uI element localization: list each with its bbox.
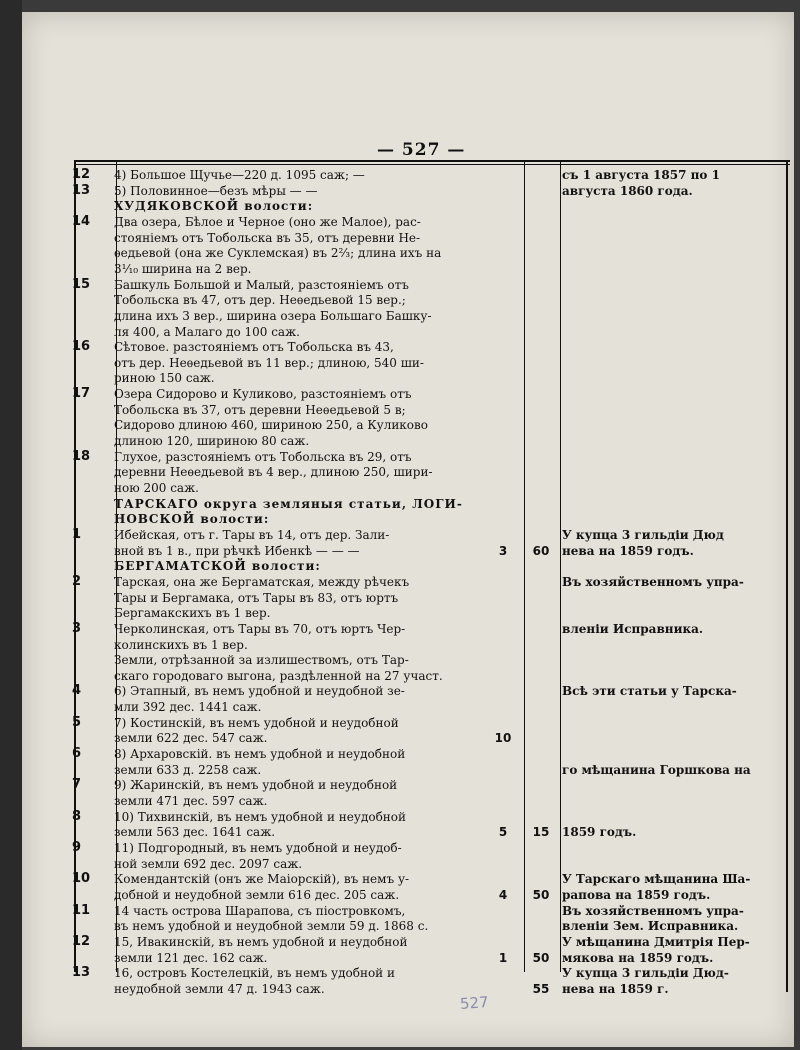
table-row [22,699,794,715]
table-row [22,637,794,653]
lease-note: Въ хозяйственномъ упра- [562,903,744,918]
table-row [22,934,794,950]
section-heading: ХУДЯКОВСКОЙ волости: [114,199,314,214]
lease-note: рапова на 1859 годъ. [562,887,711,902]
table-row [22,261,794,277]
entry-text: 14 часть острова Шарапова, съ піостровкомъ, [114,903,406,918]
table-row [22,887,794,903]
lease-note: У купца 3 гильдіи Дюд- [562,966,729,981]
entry-text: длиною 120, шириною 80 саж. [114,434,310,449]
lease-note: нева на 1859 годъ. [562,543,694,558]
section-heading: ТАРСКАГО округа земляныя статьи, ЛОГИ- [114,496,463,511]
section-heading: НОВСКОЙ волости: [114,512,270,527]
table-row [22,746,794,762]
area-value: 5 [498,825,508,840]
entry-text: Ибейская, отъ г. Тары въ 14, отъ дер. Зали- [114,527,390,542]
table-row [22,324,794,340]
table-row [22,824,794,840]
entry-text: Глухое, разстояніемъ отъ Тобольска въ 29, отъ [114,449,412,464]
entry-text: неудобной земли 47 д. 1943 саж. [114,981,325,996]
table-row [22,950,794,966]
document-page [22,12,794,1047]
entry-text: земли 563 дес. 1641 саж. [114,825,276,840]
table-row [22,511,794,527]
lease-note: Всѣ эти статьи у Тарска- [562,684,737,699]
table-row [22,574,794,590]
entry-text: Бергамакскихъ въ 1 вер. [114,606,271,621]
table-row [22,918,794,934]
secondary-value: 60 [532,543,550,558]
entry-text: 11) Подгородный, въ немъ удобной и неудоб- [114,840,402,855]
lease-note: 1859 годъ. [562,825,637,840]
entry-text: 10) Тихвинскій, въ немъ удобной и неудобной [114,809,407,824]
table-row [22,621,794,637]
row-number: 5 [72,714,82,730]
entry-text: Башкуль Большой и Малый, разстояніемъ отъ [114,277,409,292]
entry-text: длина ихъ 3 вер., ширина озера Большаго Башку- [114,308,432,323]
table-row [22,683,794,699]
table-row [22,370,794,386]
entry-text: Озера Сидорово и Куликово, разстояніемъ отъ [114,387,412,402]
row-number: 2 [72,573,82,589]
entry-text: скаго городоваго выгона, раздѣленной на 27 участ. [114,668,443,683]
table-row [22,762,794,778]
table-row [22,433,794,449]
entry-text: Земли, отрѣзанной за излишествомъ, отъ Тар- [114,653,409,668]
table-row [22,590,794,606]
entry-text: ля 400, а Малаго до 100 саж. [114,324,300,339]
lease-note: августа 1860 года. [562,183,693,198]
left-page-edge [0,0,22,1050]
row-number: 12 [72,167,91,182]
row-number: 10 [72,871,91,887]
row-number: 13 [72,965,91,981]
row-number: 12 [72,933,91,949]
entry-text: отъ дер. Неѳедьевой въ 11 вер.; длиною, 540 ши- [114,355,424,370]
table-row [22,903,794,919]
entry-text: Черколинская, отъ Тары въ 70, отъ юртъ Чер- [114,621,406,636]
table-row [22,214,794,230]
table-row [22,871,794,887]
entry-text: ною 200 саж. [114,481,199,495]
entry-text: Тобольска въ 47, отъ дер. Неѳедьевой 15 вер.; [114,293,406,308]
lease-note: вленіи Зем. Исправника. [562,919,739,934]
row-number: 15 [72,276,91,292]
table-row [22,793,794,809]
table-row [22,840,794,856]
table-row [22,981,794,997]
entry-text: стояніемъ отъ Тобольска въ 35, отъ деревни Не- [114,230,421,245]
secondary-value: 15 [532,825,550,840]
table-row [22,965,794,981]
row-number: 14 [72,213,91,229]
table-row [22,464,794,480]
table-row [22,777,794,793]
entry-text: въ немъ удобной и неудобной земли 59 д. 1868 с. [114,919,429,934]
page-number: — 527 — [377,140,466,160]
table-row [22,856,794,872]
row-number: 9 [72,839,82,855]
entry-text: земли 471 дес. 597 саж. [114,794,268,808]
entry-text: Тары и Бергамака, отъ Тары въ 83, отъ юртъ [114,590,399,605]
table-row [22,543,794,559]
table-row [22,230,794,246]
table-row [22,480,794,496]
table-row [22,198,794,214]
table-row [22,245,794,261]
row-number: 4 [72,683,82,699]
lease-note: У мѣщанина Дмитрія Пер- [562,934,750,949]
area-value: 3 [498,543,508,558]
area-value: 4 [498,887,508,902]
entry-text: 7) Костинскій, въ немъ удобной и неудобной [114,715,399,730]
lease-note: нева на 1859 г. [562,981,669,996]
table-row [22,308,794,324]
entry-text: Сѣтовое. разстояніемъ отъ Тобольска въ 43, [114,340,394,355]
header-rule-thin [74,164,790,165]
entry-text: Тарская, она же Бергаматская, между рѣчекъ [114,574,410,589]
table-row [22,339,794,355]
entry-text: земли 622 дес. 547 саж. [114,731,268,746]
entry-text: 9) Жаринскій, въ немъ удобной и неудобной [114,778,398,793]
row-number: 3 [72,620,82,636]
lease-note: вленіи Исправника. [562,621,704,636]
entry-text: 15, Ивакинскій, въ немъ удобной и неудобной [114,934,408,949]
secondary-value: 50 [532,887,550,902]
table-row [22,715,794,731]
table-row [22,292,794,308]
table-row [22,183,794,199]
table-row [22,809,794,825]
lease-note: мякова на 1859 годъ. [562,950,714,965]
row-number: 16 [72,339,91,355]
entry-text: 5) Половинное—безъ мѣры — — [114,183,318,198]
table-row [22,652,794,668]
entry-text: вной въ 1 в., при рѣчкѣ Ибенкѣ — — — [114,543,360,558]
table-row [22,355,794,371]
table-row [22,449,794,465]
lease-note: го мѣщанина Горшкова на [562,762,751,777]
secondary-value: 55 [532,981,550,996]
entry-text: 6) Этапный, въ немъ удобной и неудобной зе- [114,684,405,699]
lease-note: Въ хозяйственномъ упра- [562,574,744,589]
row-number: 7 [72,777,82,793]
entry-text: деревни Неѳедьевой въ 4 вер., длиною 250, шири- [114,465,433,480]
row-number: 11 [72,902,91,918]
section-heading: БЕРГАМАТСКОЙ волости: [114,559,321,574]
entry-text: риною 150 саж. [114,371,215,386]
table-row [22,167,794,183]
row-number: 1 [72,526,82,542]
entry-text: земли 121 дес. 162 саж. [114,950,268,965]
entry-text: ѳедьевой (она же Суклемская) въ 2⅔; длина ихъ на [114,246,442,261]
row-number: 13 [72,182,91,198]
table-row [22,496,794,512]
entry-text: 8) Архаровскій. въ немъ удобной и неудобной [114,747,406,762]
table-row [22,417,794,433]
lease-note: У Тарскаго мѣщанина Ша- [562,872,751,887]
header-rule [74,160,790,162]
entry-text: Два озера, Бѣлое и Черное (оно же Малое), рас- [114,214,421,229]
secondary-value: 50 [532,950,550,965]
entry-text: добной и неудобной земли 616 дес. 205 саж. [114,887,400,902]
area-value: 1 [498,950,508,965]
entry-text: ной земли 692 дес. 2097 саж. [114,856,303,871]
table-row [22,386,794,402]
entry-text: Сидорово длиною 460, шириною 250, а Куликово [114,418,429,433]
entry-text: 3⅟₁₀ ширина на 2 вер. [114,261,252,276]
lease-note: У купца 3 гильдіи Дюд [562,527,724,542]
entry-text: 4) Большое Щучье—220 д. 1095 саж; — [114,168,365,182]
area-value: 10 [494,731,512,746]
table-row [22,730,794,746]
row-number: 6 [72,746,82,762]
table-row [22,527,794,543]
entry-text: колинскихъ въ 1 вер. [114,637,248,652]
row-number: 8 [72,808,82,824]
row-number: 18 [72,448,91,464]
table-row [22,605,794,621]
entry-text: Тобольска въ 37, отъ деревни Неѳедьевой 5 в; [114,402,406,417]
row-number: 17 [72,386,91,402]
entry-text: 16, островъ Костелецкій, въ немъ удобной и [114,966,395,981]
entry-text: мли 392 дес. 1441 саж. [114,700,262,715]
pencil-mark: 527 [459,993,490,1013]
lease-note: съ 1 августа 1857 по 1 [562,168,720,182]
table-row [22,558,794,574]
entry-text: Комендантскій (онъ же Маіорскій), въ немъ у- [114,872,410,887]
entry-text: земли 633 д. 2258 саж. [114,762,262,777]
table-row [22,277,794,293]
table-row [22,402,794,418]
table-row [22,668,794,684]
